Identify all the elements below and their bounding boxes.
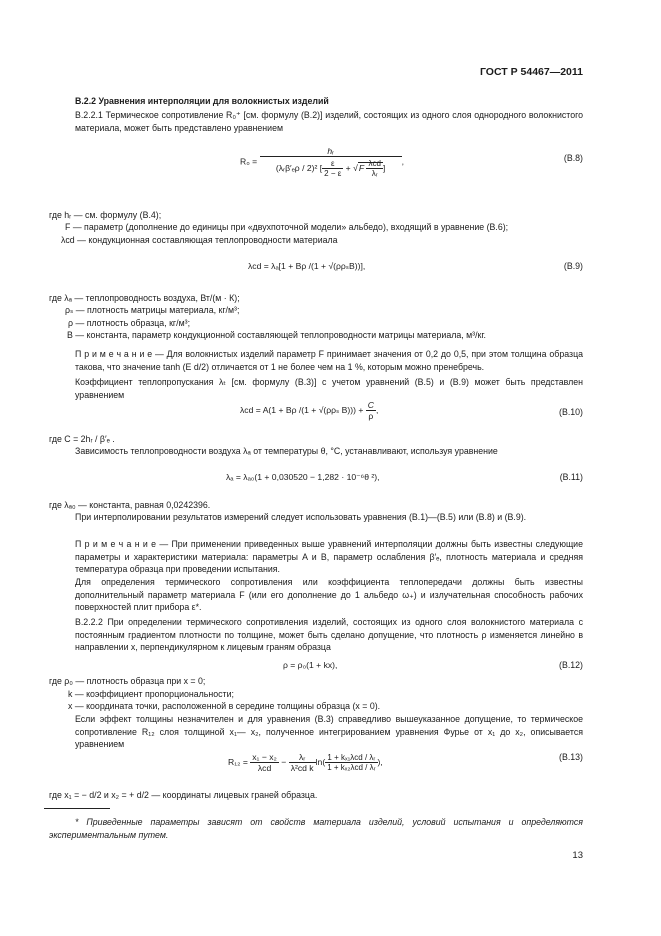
eq-b13-f1-num: x₁ − x₂ <box>252 752 277 762</box>
eq-b13-ln: ln <box>315 756 323 767</box>
eq-b8-lhs: R₀ = <box>240 156 258 167</box>
equation-b10: λcd = A(1 + Bρ /(1 + √(ρρₛ B))) + $\frac{C}{\rho}$ , <box>240 400 379 421</box>
note-2: П р и м е ч а н и е — При применении приведенных выше уравнений интерполяции должны быть известны следующие параметры и характеристики материала: параметры A и B, параметр ослабления β′ₑ, плотность материала и средняя температура образца при проведении испытания. <box>75 539 583 575</box>
equation-b12: ρ = ρ₀(1 + kx), <box>283 660 338 670</box>
def-x1-x2: где x₁ = − d/2 и x₂ = + d/2 — координаты лицевых граней образца. <box>49 790 318 800</box>
def-hr: где hᵣ — см. формулу (В.4); <box>49 210 162 220</box>
equation-b13-tag: (В.13) <box>559 752 583 762</box>
def-c: где C = 2hᵣ / β′ₑ . <box>49 434 115 444</box>
eq-b13-minus: − <box>281 756 287 767</box>
page-number: 13 <box>572 850 583 861</box>
eq-b8-eps-num: ε <box>322 159 343 169</box>
def-rho: ρ — плотность образца, кг/м³; <box>68 318 191 328</box>
paragraph-thermal-resistance: Для определения термического сопротивления или коэффициента теплопередачи должны быть известны дополнительный параметр материала F (или его дополнение до 1 альбедо ω₊) и излучательная способность рабочих поверхностей плит прибора ε*. <box>75 577 583 613</box>
equation-b12-tag: (В.12) <box>559 660 583 670</box>
equation-b9-tag: (В.9) <box>563 261 583 271</box>
eq-b8-den-left: (λᵣβ′ₑρ / 2)² <box>275 162 318 173</box>
paragraph-interpolation: При интерполировании результатов измерений следует использовать уравнения (В.1)—(В.5) или (В.8) и (В.9). <box>75 512 527 522</box>
eq-b13-lhs: R₁₂ = <box>228 756 248 767</box>
eq-b13-f1-den: λcd <box>257 763 272 773</box>
eq-b13-f3-den: 1 + kₓ₂λcd / λᵣ <box>327 763 376 772</box>
def-lambda-cd: λcd — кондукционная составляющая теплопроводности материала <box>61 235 338 245</box>
equation-b9: λcd = λₐ[1 + Bρ /(1 + √(ρρₛB))], <box>248 261 366 271</box>
paragraph-transmission: Коэффициент теплопропускания λₜ [см. формулу (В.3)] с учетом уравнений (В.5) и (В.9) может быть представлен уравнением <box>75 377 583 400</box>
paragraph-r12: Если эффект толщины незначителен и для уравнения (В.3) справедливо вышеуказанное допущение, то термическое сопротивление R₁₂ слоя толщиной x₁— x₂, полученное интегрированием уравнения Фурье от x₁ до x₂, описывается уравнением <box>75 714 583 750</box>
equation-b13: R₁₂ = $\frac{\text{x₁ − x₂}}{\text{λcd}}$ − $\frac{\text{λᵣ}}{\text{λ²cd k}}$ ln( $\frac{\text{1 + kₓ₁λcd / λᵣ}}{\text{1 + kₓ₂λcd / λᵣ}}$ ), <box>228 752 383 773</box>
equation-b8-tag: (В.8) <box>563 153 583 163</box>
eq-b13-f2-num: λᵣ <box>289 752 316 763</box>
eq-b10-num: C <box>367 400 374 410</box>
paragraph-air-conductivity: Зависимость теплопроводности воздуха λₐ от температуры θ, °С, устанавливают, используя уравнение <box>75 446 498 456</box>
document-header: ГОСТ Р 54467—2011 <box>479 66 583 78</box>
equation-b8: R₀ = hᵣ (λᵣβ′ₑρ / 2)² [ $\frac{\varepsilon}{2 - \varepsilon}$ + √F $\frac{\text{λcd}}{\text{λᵣ}}$ ] , <box>240 146 404 178</box>
eq-b10-den: ρ <box>368 411 374 421</box>
eq-b13-f2-den: λ²cd k <box>290 763 314 773</box>
def-k: k — коэффициент пропорциональности; <box>68 689 234 699</box>
eq-b8-eps-den: 2 − ε <box>324 169 342 178</box>
equation-b10-tag: (В.10) <box>559 407 583 417</box>
def-rho-s: ρₛ — плотность матрицы материала, кг/м³; <box>65 305 240 315</box>
eq-b10-lhs: λcd = A(1 + Bρ /(1 + √(ρρₛ B))) + <box>240 404 364 415</box>
def-rho0: где ρ₀ — плотность образца при x = 0; <box>49 676 206 686</box>
paragraph-b222: B.2.2.2 При определении термического сопротивления изделий, состоящих из одного слоя волокнистого материала с постоянным градиентом плотности по толщине, может быть сделано допущение, что плотность ρ изменяется линейно в направлении x, перпендикулярном к лицевым граням образца <box>75 617 583 653</box>
equation-b11-tag: (В.11) <box>559 472 583 482</box>
eq-b13-f3-num: 1 + kₓ₁λcd / λᵣ <box>325 753 377 763</box>
footnote-divider <box>44 808 110 809</box>
def-b: B — константа, параметр кондукционной составляющей теплопроводности матрицы материала, м³/кг. <box>67 330 486 340</box>
eq-b8-sqrt-f: F <box>358 162 365 173</box>
def-f: F — параметр (дополнение до единицы при «двухпоточной модели» альбедо), входящий в уравнение (В.6); <box>65 222 509 232</box>
paragraph-b221: B.2.2.1 Термическое сопротивление R₀⁺ [см. формулу (В.2)] изделий, состоящих из одного слоя однородного волокнистого материала, может быть представлено уравнением <box>75 110 583 133</box>
def-lambda-a: где λₐ — теплопроводность воздуха, Вт/(м · К); <box>49 293 240 303</box>
equation-b11: λₐ = λₐ₀(1 + 0,030520 − 1,282 · 10⁻⁶θ ²), <box>226 472 380 482</box>
def-lambda-a0: где λₐ₀ — константа, равная 0,0242396. <box>49 500 211 510</box>
section-title: B.2.2 Уравнения интерполяции для волокнистых изделий <box>75 96 329 106</box>
note-1: П р и м е ч а н и е — Для волокнистых изделий параметр F принимает значения от 0,2 до 0,5, при этом толщина образца такова, что значение tanh (E d/2) отличается от 1 не более чем на 1 %, которым можно пренебречь. <box>75 349 583 372</box>
eq-b8-lam-den: λᵣ <box>371 169 378 178</box>
eq-b8-lam-num: λcd <box>368 159 381 168</box>
eq-b8-numerator: hᵣ <box>260 146 402 157</box>
footnote: * Приведенные параметры зависят от свойств материала изделий, условий испытания и определяются экспериментальным путем. <box>49 817 583 840</box>
def-x: x — координата точки, расположенной в середине толщины образца (x = 0). <box>68 701 381 711</box>
